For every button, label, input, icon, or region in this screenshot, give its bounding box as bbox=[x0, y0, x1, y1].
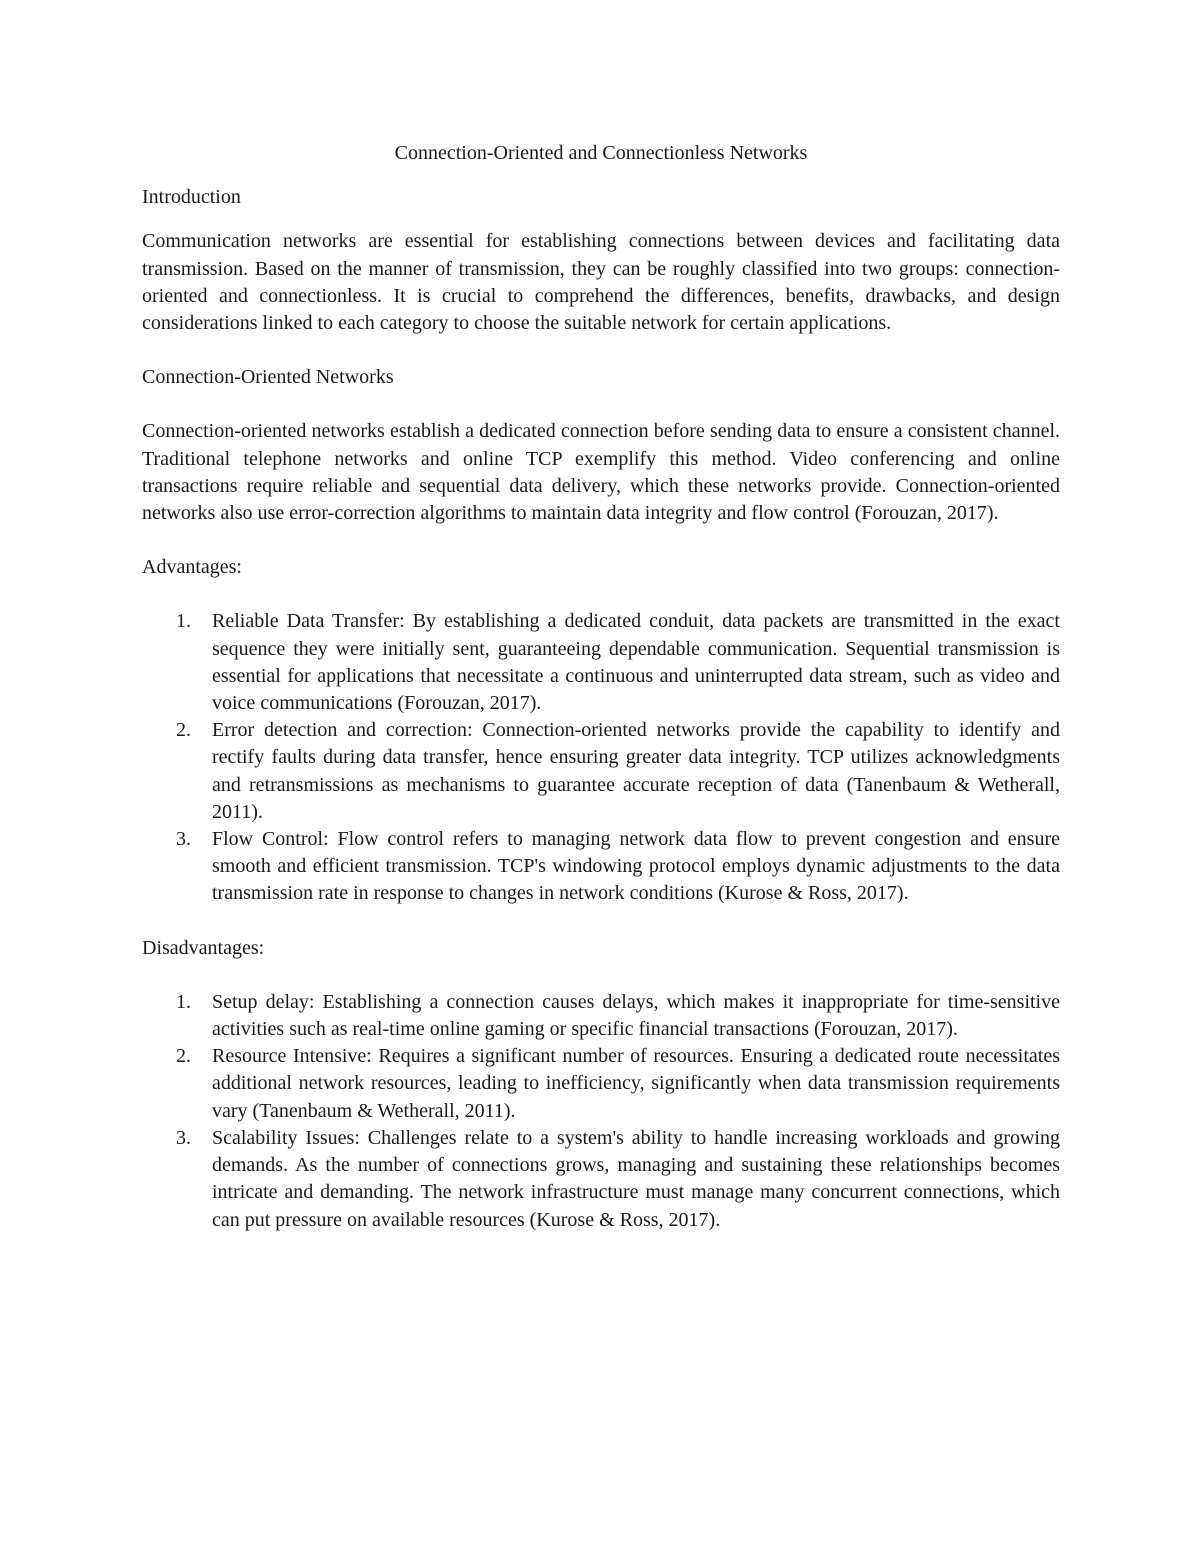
list-item bbox=[142, 717, 1060, 826]
advantages-list bbox=[142, 608, 1060, 907]
document-page bbox=[142, 140, 1060, 1261]
connection-oriented-heading: Connection-Oriented Networks bbox=[142, 366, 394, 389]
list-item-text: Setup delay: Establishing a connection causes delays, which makes it inappropriate for time-sensitive activities such as real-time online gaming or specific financial transactions (Forouzan, 2017). bbox=[212, 990, 1060, 1041]
list-item bbox=[142, 608, 1060, 717]
document-title: Connection-Oriented and Connectionless Networks bbox=[394, 142, 808, 164]
list-item-number: 1. bbox=[176, 610, 191, 633]
list-item-number: 3. bbox=[176, 1126, 191, 1149]
list-item bbox=[142, 1043, 1060, 1125]
intro-heading: Introduction bbox=[142, 186, 241, 209]
list-item-number: 2. bbox=[176, 1045, 191, 1068]
connection-oriented-paragraph: Connection-oriented networks establish a dedicated connection before sending data to ensure a consistent channel. Traditional telephone networks and online TCP exemplify this method. Video conferencing and online transactions require reliable and sequential data delivery, which these networks provide. Connection-oriented networks also use error-correction algorithms to maintain data integrity and flow control (Forouzan, 2017). bbox=[142, 420, 1060, 525]
list-item-number: 2. bbox=[176, 719, 191, 742]
list-item-text: Flow Control: Flow control refers to managing network data flow to prevent congestion and ensure smooth and efficient transmission. TCP's windowing protocol employs dynamic adjustments to the data transmission rate in response to changes in network conditions (Kurose & Ross, 2017). bbox=[212, 828, 1060, 905]
list-item-text: Resource Intensive: Requires a significant number of resources. Ensuring a dedicated route necessitates additional network resources, leading to inefficiency, significantly when data transmission requirements vary (Tanenbaum & Wetherall, 2011). bbox=[212, 1045, 1060, 1122]
list-item-text: Error detection and correction: Connection-oriented networks provide the capability to identify and rectify faults during data transfer, hence ensuring greater data integrity. TCP utilizes acknowledgments and retransmissions as mechanisms to guarantee accurate reception of data (Tanenbaum & Wetherall, 2011). bbox=[212, 719, 1060, 823]
list-item-number: 1. bbox=[176, 990, 191, 1013]
list-item bbox=[142, 989, 1060, 1043]
list-item-text: Reliable Data Transfer: By establishing a dedicated conduit, data packets are transmitted in the exact sequence they were initially sent, guaranteeing dependable communication. Sequential transmission is essential for applications that necessitate a continuous and uninterrupted data stream, such as video and voice communications (Forouzan, 2017). bbox=[212, 610, 1060, 715]
advantages-label: Advantages: bbox=[142, 556, 242, 579]
disadvantages-label: Disadvantages: bbox=[142, 936, 265, 959]
intro-paragraph: Communication networks are essential for establishing connections between devices and facilitating data transmission. Based on the manner of transmission, they can be roughly classified into two groups: connection-oriented and connectionless. It is crucial to comprehend the differences, benefits, drawbacks, and design considerations linked to each category to choose the suitable network for certain applications. bbox=[142, 230, 1060, 335]
disadvantages-list bbox=[142, 989, 1060, 1234]
list-item bbox=[142, 1125, 1060, 1234]
list-item-text: Scalability Issues: Challenges relate to a system's ability to handle increasing workloads and growing demands. As the number of connections grows, managing and sustaining these relationships becomes intricate and demanding. The network infrastructure must manage many concurrent connections, which can put pressure on available resources (Kurose & Ross, 2017). bbox=[212, 1126, 1060, 1231]
list-item bbox=[142, 826, 1060, 908]
list-item-number: 3. bbox=[176, 828, 191, 851]
